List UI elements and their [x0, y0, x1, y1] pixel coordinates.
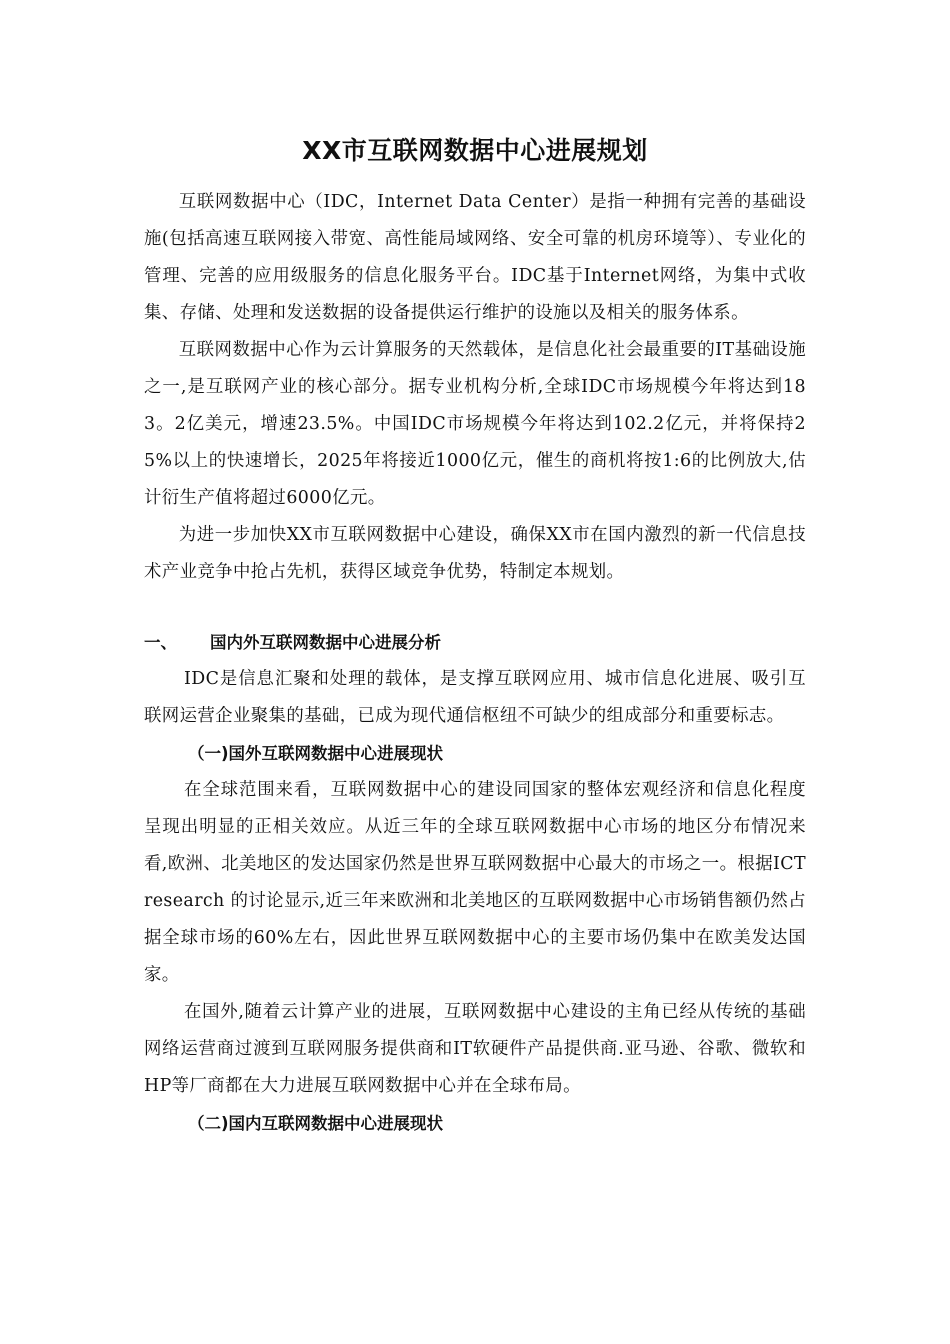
intro-paragraph-1: 互联网数据中心（IDC，Internet Data Center）是指一种拥有完善的基础设施(包括高速互联网接入带宽、高性能局域网络、安全可靠的机房环境等）、专业化的管理、完善的应用级服务的信息化服务平台。IDC基于Internet网络，为集中式收集、存储、处理和发送数据的设备提供运行维护的设施以及相关的服务体系。: [144, 192, 806, 323]
section-1-heading: [144, 624, 806, 661]
section-1-paragraph: IDC是信息汇聚和处理的载体，是支撑互联网应用、城市信息化进展、吸引互联网运营企业聚集的基础，已成为现代通信枢纽不可缺少的组成部分和重要标志。: [144, 669, 806, 726]
document-page: [144, 128, 806, 1142]
section-1-title: 国内外互联网数据中心进展分析: [210, 633, 441, 652]
intro-paragraph-2: 互联网数据中心作为云计算服务的天然载体，是信息化社会最重要的IT基础设施之一,是互联网产业的核心部分。据专业机构分析,全球IDC市场规模今年将达到183。2亿美元，增速23.5%。中国IDC市场规模今年将达到102.2亿元，并将保持25%以上的快速增长，2025年将接近1000亿元，催生的商机将按1:6的比例放大,估计衍生产值将超过6000亿元。: [144, 340, 806, 508]
subsection-1-paragraph-1: 在全球范围来看，互联网数据中心的建设同国家的整体宏观经济和信息化程度呈现出明显的正相关效应。从近三年的全球互联网数据中心市场的地区分布情况来看,欧洲、北美地区的发达国家仍然是世界互联网数据中心最大的市场之一。根据ICTresearch 的讨论显示,近三年来欧洲和北美地区的互联网数据中心市场销售额仍然占据全球市场的60%左右，因此世界互联网数据中心的主要市场仍集中在欧美发达国家。: [144, 780, 806, 985]
subsection-1-paragraph-2: 在国外,随着云计算产业的进展，互联网数据中心建设的主角已经从传统的基础网络运营商过渡到互联网服务提供商和IT软硬件产品提供商.亚马逊、谷歌、微软和HP等厂商都在大力进展互联网数据中心并在全球布局。: [144, 1002, 806, 1096]
subsection-2-heading: （二)国内互联网数据中心进展现状: [188, 1114, 444, 1133]
subsection-1-heading: （一)国外互联网数据中心进展现状: [188, 744, 444, 763]
section-spacer: [144, 591, 806, 624]
intro-paragraph-3: 为进一步加快XX市互联网数据中心建设，确保XX市在国内激烈的新一代信息技术产业竞争中抢占先机，获得区域竞争优势，特制定本规划。: [144, 525, 806, 582]
section-1-number: 一、: [144, 633, 177, 652]
document-title: XX市互联网数据中心进展规划: [302, 136, 648, 165]
